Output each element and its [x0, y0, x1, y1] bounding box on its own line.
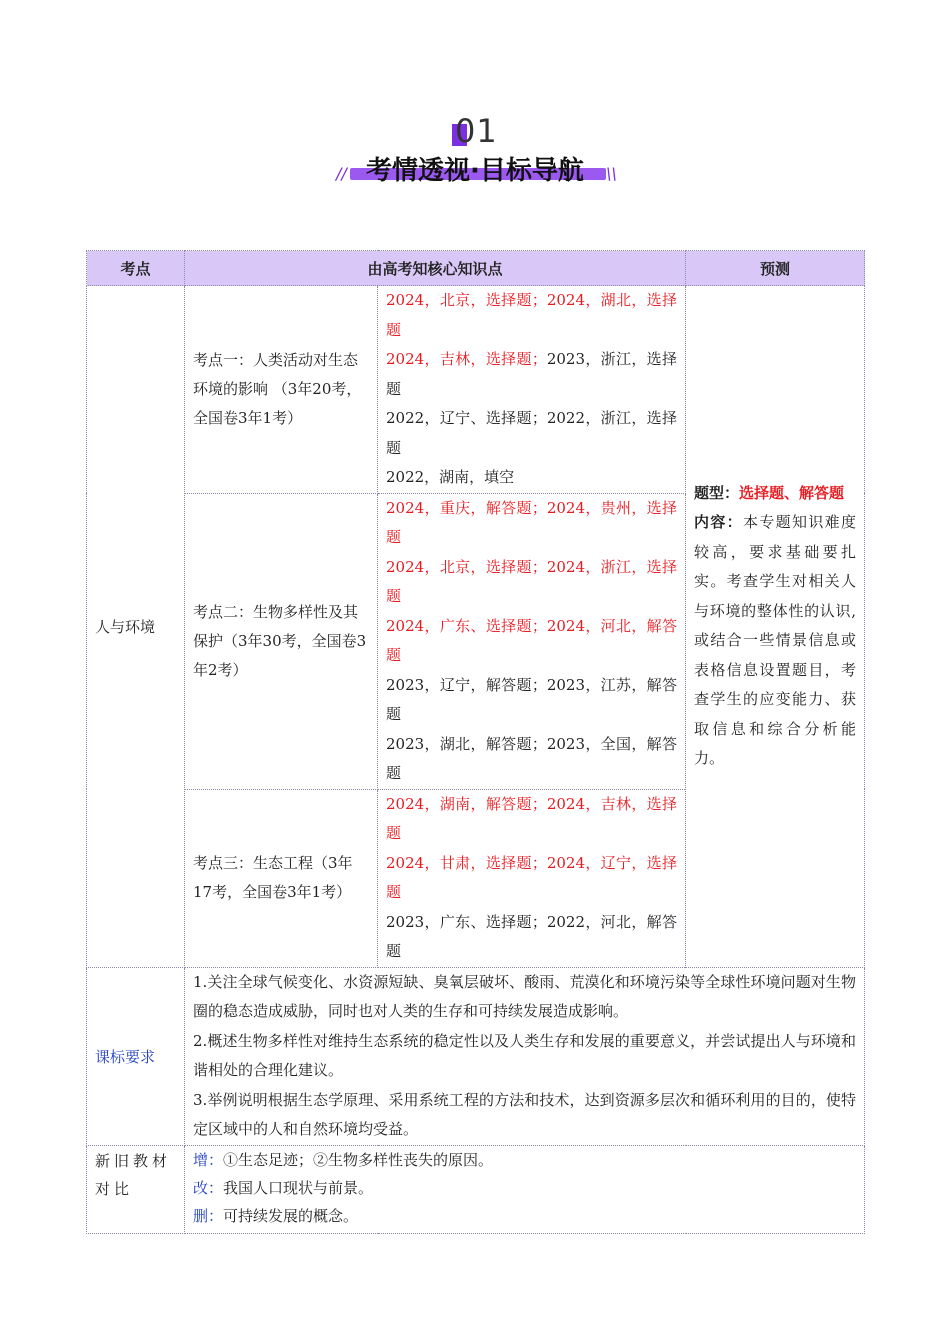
table-row	[87, 286, 865, 494]
header-slash-right: \\	[606, 164, 617, 183]
point-label-2: 考点二：生物多样性及其保护（3年30考，全国卷3年2考）	[185, 493, 378, 789]
table-row	[87, 967, 865, 1145]
compare-row: 改：我国人口现状与前景。	[193, 1178, 374, 1197]
prediction-content: 内容：本专题知识难度较高，要求基础要扎实。考查学生对相关人与环境的整体性的认识,或结合一些情景信息或表格信息设置题目，考查学生的应变能力、获取信息和综合分析能力。	[694, 513, 857, 768]
exam-line: 2024，重庆，解答题；2024，贵州，选择题	[386, 498, 678, 546]
header-kaodian: 考点	[87, 251, 185, 286]
point-label-3: 考点三：生态工程（3年17考，全国卷3年1考）	[185, 789, 378, 967]
exam-line: 2024，吉林，选择题；2023，浙江，选择题	[386, 350, 677, 398]
table-header-row	[87, 251, 865, 286]
exam-line: 2024，广东、选择题；2024，河北，解答题	[386, 616, 678, 664]
header-knowledge: 由高考知核心知识点	[185, 251, 686, 286]
section-title: 考情透视·目标导航	[366, 156, 584, 186]
exam-line: 2024，湖南，解答题；2024，吉林，选择题	[386, 794, 678, 842]
point-exams-2	[378, 493, 686, 789]
standard-item: 3.举例说明根据生态学原理、采用系统工程的方法和技术，达到资源多层次和循环利用的目的，使特定区域中的人和自然环境均受益。	[193, 1090, 857, 1138]
point-exams-1	[378, 286, 686, 494]
prediction-cell	[686, 286, 865, 968]
compare-row: 删：可持续发展的概念。	[193, 1206, 359, 1225]
exam-analysis-table	[86, 250, 865, 1234]
exam-line: 2022，湖南，填空	[386, 468, 515, 486]
standard-label: 课标要求	[87, 967, 185, 1145]
standard-item: 1.关注全球气候变化、水资源短缺、臭氧层破坏、酸雨、荒漠化和环境污染等全球性环境问题对生物圈的稳态造成威胁，同时也对人类的生存和可持续发展造成影响。	[193, 972, 857, 1020]
section-header	[0, 108, 950, 198]
standard-content	[185, 967, 865, 1145]
exam-line: 2022，辽宁、选择题；2022，浙江，选择题	[386, 409, 678, 457]
prediction-type: 题型：选择题、解答题	[694, 483, 845, 502]
exam-line: 2023，湖北，解答题；2023，全国，解答题	[386, 734, 678, 782]
header-slash-left: //	[336, 164, 347, 183]
compare-label: 新旧教材对比	[87, 1145, 185, 1233]
exam-line: 2024，北京，选择题；2024，浙江，选择题	[386, 557, 678, 605]
topic-cell: 人与环境	[87, 286, 185, 968]
header-prediction: 预测	[686, 251, 865, 286]
point-label-1: 考点一：人类活动对生态环境的影响 （3年20考，全国卷3年1考）	[185, 286, 378, 494]
exam-line: 2024，北京，选择题；2024，湖北，选择题	[386, 291, 678, 339]
table-row	[87, 1145, 865, 1233]
compare-row: 增：①生态足迹；②生物多样性丧失的原因。	[193, 1150, 494, 1169]
exam-line: 2023，辽宁，解答题；2023，江苏，解答题	[386, 675, 678, 723]
compare-content	[185, 1145, 865, 1233]
section-number: 01	[455, 112, 498, 150]
standard-item: 2.概述生物多样性对维持生态系统的稳定性以及人类生存和发展的重要意义，并尝试提出人与环境和谐相处的合理化建议。	[193, 1031, 857, 1079]
point-exams-3	[378, 789, 686, 967]
exam-line: 2024，甘肃，选择题；2024，辽宁，选择题	[386, 853, 678, 901]
exam-line: 2023，广东、选择题；2022，河北，解答题	[386, 912, 678, 960]
